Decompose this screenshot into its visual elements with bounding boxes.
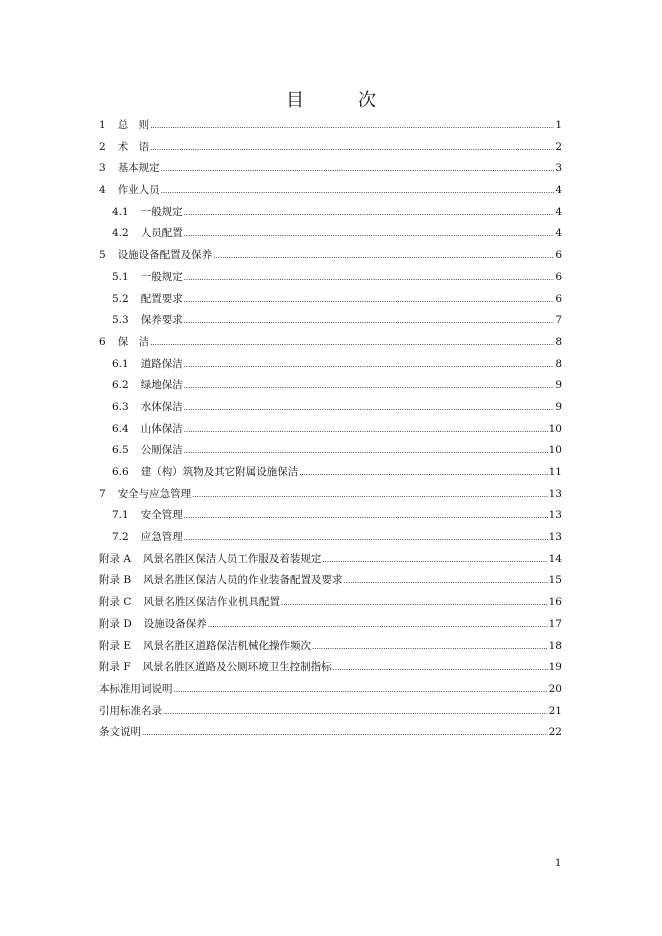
toc-entry[interactable] [99,442,562,464]
toc-entry-page: 17 [548,617,562,630]
toc-entry-page: 2 [555,140,562,153]
toc-entry[interactable] [99,507,562,529]
dot-leader [161,162,555,174]
toc-entry[interactable] [99,225,562,247]
toc-entry-label: 条文说明 [99,726,141,739]
toc-entry[interactable] [99,681,562,703]
toc-entry-label: 作业人员 [117,184,160,197]
toc-entry-label: 一般规定 [140,205,183,218]
toc-entry-page: 4 [555,205,562,218]
dot-leader [184,206,555,218]
toc-entry-label: 基本规定 [117,162,160,175]
toc-entry[interactable] [99,334,562,356]
toc-entry[interactable] [99,204,562,226]
toc-entry-page: 1 [555,119,562,131]
toc-entry[interactable] [99,724,562,746]
toc-entry[interactable] [99,182,562,204]
toc-entry-number: 6.1 [112,357,129,370]
toc-entry-page: 13 [548,509,562,522]
toc-entry-label: 总 则 [117,119,150,131]
toc-entry-page: 8 [555,335,562,348]
toc-entry-label: 公厕保洁 [140,444,183,457]
dot-leader [184,227,555,239]
toc-entry[interactable] [99,638,562,660]
toc-entry[interactable] [99,703,562,725]
toc-entry[interactable] [99,659,562,681]
toc-entry-page: 22 [548,726,562,739]
toc-entry-label: 人员配置 [140,227,183,240]
toc-entry-label: 风景名胜区道路保洁机械化操作频次 [143,639,312,652]
toc-entry[interactable] [99,312,562,334]
toc-entry-number: 6.3 [112,400,129,413]
dot-leader [150,336,554,348]
toc-entry-number: 5.2 [112,292,129,305]
toc-entry-number: 6 [99,335,106,348]
toc-entry[interactable] [99,117,562,139]
dot-leader [184,423,548,435]
toc-entry-page: 14 [548,552,562,565]
toc-entry-page: 19 [548,661,562,674]
dot-leader [163,705,548,717]
toc-entry[interactable] [99,572,562,594]
toc-entry-number: 6.2 [112,379,129,392]
page-title: 目 次 [286,90,394,111]
toc-entry[interactable] [99,486,562,508]
toc-entry[interactable] [99,377,562,399]
toc-entry-number: 6.6 [112,466,129,478]
toc-entry-number: 5.1 [112,270,129,283]
toc-entry[interactable] [99,464,562,486]
toc-entry-label: 保养要求 [140,314,183,327]
toc-entry-number: 4 [99,184,106,197]
toc-entry[interactable] [99,551,562,573]
toc-entry-number: 1 [99,119,106,131]
dot-leader [208,618,548,630]
dot-leader [184,401,555,413]
toc-entry[interactable] [99,529,562,551]
toc-entry-page: 16 [548,596,562,609]
toc-entry[interactable] [99,291,562,313]
toc-entry-page: 6 [555,270,562,283]
table-of-contents [99,117,562,746]
dot-leader [184,293,555,305]
toc-entry-label: 安全管理 [140,509,183,522]
toc-entry-page: 4 [555,184,562,197]
toc-entry-number: 5 [99,249,106,262]
toc-entry-label: 安全与应急管理 [117,487,192,500]
dot-leader [184,379,555,391]
toc-entry-number: 7.2 [112,531,129,544]
toc-entry-number: 4.1 [112,205,129,218]
toc-entry-page: 11 [548,466,562,478]
dot-leader [142,726,548,738]
toc-entry-label: 本标准用词说明 [99,682,173,695]
toc-entry-number: 附录 B [99,574,132,587]
dot-leader [299,466,547,478]
toc-entry[interactable] [99,356,562,378]
toc-entry[interactable] [99,594,562,616]
toc-entry-label: 绿地保洁 [140,379,183,392]
dot-leader [333,661,548,673]
toc-entry-label: 配置要求 [140,292,183,305]
dot-leader [322,553,547,565]
toc-entry-number: 附录 A [99,552,131,565]
toc-entry-page: 9 [555,379,562,392]
toc-entry-page: 13 [548,487,562,500]
toc-entry-number: 6.5 [112,444,129,457]
toc-entry[interactable] [99,160,562,182]
dot-leader [184,531,548,543]
toc-entry-number: 附录 C [99,596,132,609]
toc-entry-label: 道路保洁 [140,357,183,370]
toc-entry-page: 4 [555,227,562,240]
toc-entry-page: 7 [555,314,562,327]
toc-entry-number: 7.1 [112,509,129,522]
dot-leader [344,574,548,586]
toc-entry-label: 术 语 [117,140,150,153]
dot-leader [174,683,548,695]
toc-entry-label: 风景名胜区保洁人员工作服及着装规定 [142,552,322,565]
toc-entry[interactable] [99,616,562,638]
dot-leader [184,509,548,521]
dot-leader [192,488,547,500]
toc-entry-number: 5.3 [112,314,129,327]
toc-entry-page: 9 [555,400,562,413]
toc-entry[interactable] [99,269,562,291]
toc-entry-page: 18 [548,639,562,652]
toc-entry-number: 6.4 [112,422,129,435]
toc-entry-number: 附录 F [99,661,131,674]
toc-entry[interactable] [99,139,562,161]
toc-entry-page: 21 [548,704,562,717]
toc-entry-number: 附录 E [99,639,132,652]
toc-entry-label: 风景名胜区道路及公厕环境卫生控制指标 [142,661,332,674]
dot-leader [312,640,548,652]
toc-entry[interactable] [99,247,562,269]
dot-leader [213,249,554,261]
dot-leader [184,271,555,283]
toc-entry-page: 6 [555,249,562,262]
toc-entry-number: 3 [99,162,106,175]
toc-entry-label: 设施设备保养 [143,617,207,630]
toc-entry-label: 建（构）筑物及其它附属设施保洁 [140,466,299,478]
toc-entry-label: 应急管理 [140,531,183,544]
toc-entry-page: 10 [548,444,562,457]
toc-entry-label: 水体保洁 [140,400,183,413]
toc-entry-label: 风景名胜区保洁作业机具配置 [143,596,280,609]
toc-entry-page: 10 [548,422,562,435]
dot-leader [281,596,548,608]
toc-entry-label: 一般规定 [140,270,183,283]
dot-leader [161,184,555,196]
toc-entry-page: 8 [555,357,562,370]
dot-leader [184,358,555,370]
dot-leader [184,314,555,326]
dot-leader [150,141,554,153]
toc-entry-page: 15 [548,574,562,587]
dot-leader [150,119,554,131]
toc-entry-number: 附录 D [99,617,132,630]
toc-entry-label: 设施设备配置及保养 [117,249,213,262]
toc-entry-label: 山体保洁 [140,422,183,435]
dot-leader [184,444,548,456]
toc-entry-page: 6 [555,292,562,305]
toc-entry[interactable] [99,421,562,443]
toc-entry-number: 4.2 [112,227,129,240]
toc-entry-page: 13 [548,531,562,544]
toc-entry-label: 保 洁 [117,335,150,348]
toc-entry-label: 风景名胜区保洁人员的作业装备配置及要求 [143,574,343,587]
page-number: 1 [555,858,562,869]
toc-entry-label: 引用标准名录 [99,704,162,717]
toc-entry[interactable] [99,399,562,421]
toc-entry-page: 3 [555,162,562,175]
toc-entry-page: 20 [548,682,562,695]
toc-entry-number: 2 [99,140,106,153]
toc-entry-number: 7 [99,487,106,500]
